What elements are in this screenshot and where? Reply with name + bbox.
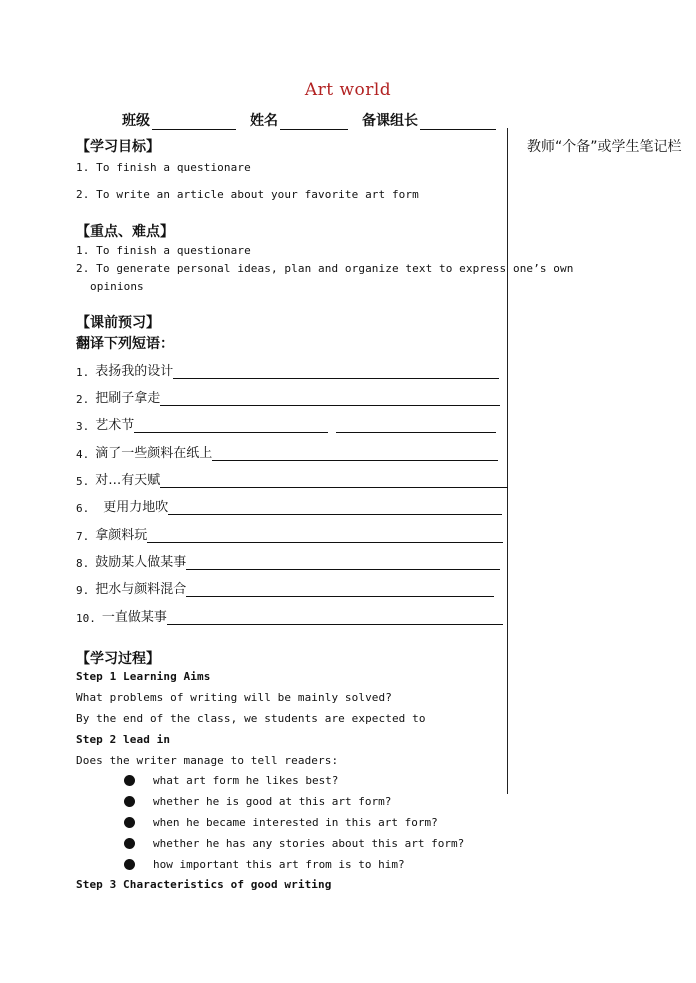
student-info-line <box>122 110 496 130</box>
answer-blank[interactable] <box>147 530 503 543</box>
leader-blank[interactable] <box>420 115 496 130</box>
key-point-item: 1. To finish a questionare <box>76 244 251 257</box>
vocab-item: 7. 拿颜料玩 <box>76 524 503 543</box>
vocab-item: 1. 表扬我的设计 <box>76 360 499 379</box>
key-point-item: 2. To generate personal ideas, plan and organize text to express one’s own <box>76 262 574 275</box>
vocab-item: 6. 更用力地吹 <box>76 496 502 515</box>
objective-item: 2. To write an article about your favorite art form <box>76 188 419 201</box>
step3-heading: Step 3 Characteristics of good writing <box>76 878 332 891</box>
answer-blank[interactable] <box>336 420 496 433</box>
step2-intro: Does the writer manage to tell readers: <box>76 754 339 767</box>
name-field[interactable] <box>250 110 348 130</box>
answer-blank[interactable] <box>160 475 508 488</box>
process-heading: 【学习过程】 <box>76 651 160 667</box>
leader-field[interactable] <box>362 110 496 130</box>
notes-column-label: 教师“个备”或学生笔记栏 <box>527 139 682 155</box>
answer-blank[interactable] <box>160 393 500 406</box>
answer-blank[interactable] <box>186 557 500 570</box>
name-blank[interactable] <box>280 115 348 130</box>
objective-item: 1. To finish a questionare <box>76 161 251 174</box>
class-field[interactable] <box>122 110 236 130</box>
vocab-item: 5. 对…有天赋 <box>76 469 508 488</box>
step1-line: What problems of writing will be mainly solved? <box>76 691 392 704</box>
answer-blank[interactable] <box>134 420 328 433</box>
vocab-item: 3. 艺术节 <box>76 414 496 433</box>
objectives-heading: 【学习目标】 <box>76 139 160 155</box>
leader-label: 备课组长 <box>362 113 418 129</box>
name-label: 姓名 <box>250 113 278 129</box>
answer-blank[interactable] <box>167 612 503 625</box>
preview-heading: 【课前预习】 <box>76 315 160 331</box>
vocab-item: 9. 把水与颜料混合 <box>76 578 494 597</box>
bullet-icon <box>124 817 135 828</box>
question-bullet: when he became interested in this art form? <box>124 816 438 829</box>
step1-heading: Step 1 Learning Aims <box>76 670 211 683</box>
vocab-item: 4. 滴了一些颜料在纸上 <box>76 442 498 461</box>
page-title: Art world <box>304 80 392 100</box>
question-bullet: whether he is good at this art form? <box>124 795 391 808</box>
bullet-icon <box>124 859 135 870</box>
bullet-icon <box>124 838 135 849</box>
step1-line: By the end of the class, we students are expected to <box>76 712 426 725</box>
step2-heading: Step 2 lead in <box>76 733 171 746</box>
class-blank[interactable] <box>152 115 236 130</box>
class-label: 班级 <box>122 113 150 129</box>
bullet-icon <box>124 796 135 807</box>
question-bullet: how important this art from is to him? <box>124 858 405 871</box>
vocab-item: 8. 鼓励某人做某事 <box>76 551 500 570</box>
vocab-item: 10. 一直做某事 <box>76 606 503 625</box>
vocab-item: 2. 把刷子拿走 <box>76 387 500 406</box>
key-point-item-continued: opinions <box>90 280 144 293</box>
question-bullet: whether he has any stories about this art form? <box>124 837 464 850</box>
answer-blank[interactable] <box>173 366 499 379</box>
question-bullet: what art form he likes best? <box>124 774 338 787</box>
answer-blank[interactable] <box>186 584 494 597</box>
bullet-icon <box>124 775 135 786</box>
key-points-heading: 【重点、难点】 <box>76 224 174 240</box>
notes-divider <box>507 128 508 794</box>
preview-subheading: 翻译下列短语： <box>76 336 174 352</box>
answer-blank[interactable] <box>168 502 502 515</box>
answer-blank[interactable] <box>212 448 498 461</box>
